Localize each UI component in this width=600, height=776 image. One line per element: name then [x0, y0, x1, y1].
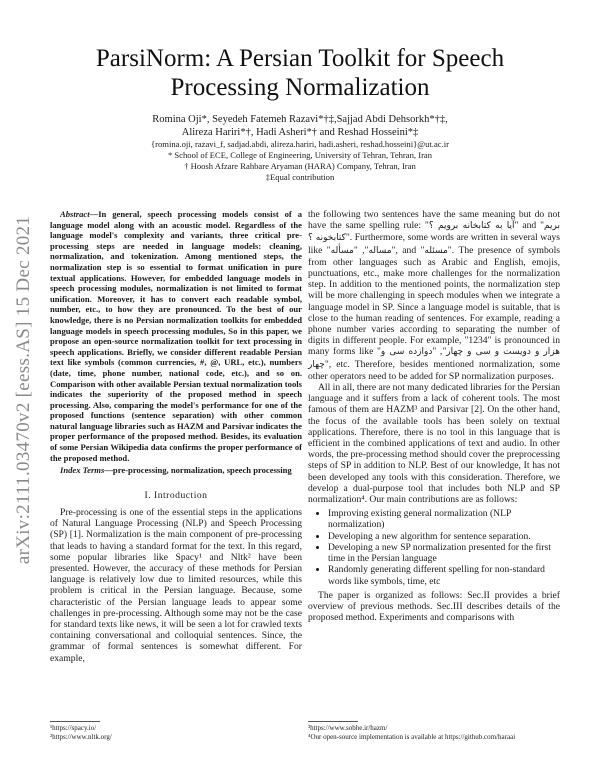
persian-number-reading-2: دوازده سی و چهار — [308, 347, 433, 370]
footnotes-right — [308, 724, 560, 742]
persian-example-formal: آیا به کتابخانه برویم ؟ — [428, 221, 515, 232]
equal-contribution-note: ‡Equal contribution — [265, 172, 335, 182]
abstract-text: —In general, speech processing models consist of a language model along with an acoustic model. Regardless of the language model's complexity and variants, three critical pre-processing steps are needed in language models: cleaning, normalization, and tokenization. Among mentioned steps, the normalization step is so essential to format unification in pure textual applications. However, for embedded language models in speech processing modules, normalization is not limited to format unification. Moreover, it has to convert each readable symbol, number, etc., to how they are pronounced. To the best of our knowledge, there is no Persian normalization toolkits for embedded language models in speech processing modules, So in this paper, we propose an open-source normalization toolkit for text processing in speech applications. Briefly, we consider different readable Persian text like symbols (common currencies, #, @, URL, etc.), numbers (date, time, phone number, national code, etc.), and so on. Comparison with other available Persian textual normalization tools indicates the superiority of the proposed method in speech processing. Also, comparing the model's performance for one of the proposed functions (sentence separation) with other common natural language libraries such as HAZM and Parsivar indicates the proper performance of the proposed method. Besides, its evaluation of some Persian Wikipedia data confirms the proper performance of the proposed method. — [50, 209, 302, 463]
intro-paragraph-1: Pre-processing is one of the essential steps in the applications of Natural Language Processing (NLP) and Speech Processing (SP) [1]. Normalization is the main component of pre-processing that leads to having a standard format for the text. In this regard, some popular libraries like Spacy¹ and Nltk² have been presented. However, the accuracy of these methods for Persian language is relatively low due to limited resources, while this problem is critical in the Persian language. Because, some characteristic of the Persian language leads to appear some challenges in pre-processing. Although some may not be the case for standard texts like news, it will be seen a lot for crawled texts containing conversational and colloquial sentences. Since, the grammar of formal sentences is somewhat different. For example, — [50, 507, 302, 664]
text-run: ". The presence of symbols from other languages such as Arabic and English, emojis, punctuations, etc., make more challenges for the normalization step. In addition to the mentioned points, the normalization step will be more challenging in speech modules when we integrate a language model in SP. Since a language model is suitable, that is close to the human reading of sentences. For example, reading a phone number varies according to separating the number of digits in different people. For example, "1234" is pronounced in many forms like " — [308, 244, 560, 358]
footnote-4: ⁴Our open-source implementation is available at https://github.com/haraai — [308, 733, 516, 741]
list-item: • Developing a new algorithm for sentence separation. — [328, 531, 560, 542]
text-run: ", " — [353, 244, 369, 256]
abstract — [50, 209, 302, 463]
author-block — [60, 113, 540, 183]
right-paragraph-3: The paper is organized as follows: Sec.II provides a brief overview of previous methods. Sec.III describes details of the proposed method. Experiments and comparisons with — [308, 589, 560, 624]
contributions-list — [308, 508, 560, 586]
author-emails: {romina.oji, razavi_f, sadjad.abdi, alireza.hariri, hadi.asheri, reshad.hosseini}@ut.ac.ir — [151, 139, 449, 149]
list-item: • Developing a new SP normalization presented for the first time in the Persian language — [328, 542, 560, 564]
persian-spelling-3: مسئله — [424, 245, 448, 256]
footnote-2: ²https://www.nltk.org/ — [50, 733, 112, 741]
left-column — [50, 209, 302, 664]
persian-example-colloquial: بریم کتابخونه ؟ — [308, 221, 560, 244]
text-run: the following two sentences have the same meaning but do not have the same spelling rule: " — [308, 209, 560, 232]
persian-spelling-1: مساله — [368, 245, 392, 256]
authors-line-1: Romina Oji*, Seyedeh Fatemeh Razavi*†‡,Sajjad Abdi Dehsorkh*†‡, — [152, 114, 448, 125]
right-paragraph-1 — [308, 209, 560, 382]
right-column — [308, 209, 560, 623]
index-terms-label: Index Terms — [60, 465, 105, 476]
footnote-rule-right — [308, 721, 358, 722]
text-run: " and " — [514, 220, 545, 232]
affiliation-1: * School of ECE, College of Engineering, University of Tehran, Tehran, Iran — [167, 150, 433, 160]
authors-line-2: Alireza Hariri*†, Hadi Asheri*† and Reshad Hosseini*‡ — [181, 127, 419, 138]
paper-title: ParsiNorm: A Persian Toolkit for Speech Processing Normalization — [95, 45, 505, 101]
affiliation-2: † Hoosh Afzare Rahbare Aryaman (HARA) Company, Tehran, Iran — [184, 161, 416, 171]
text-run: ", and " — [391, 244, 425, 256]
index-terms — [50, 465, 302, 476]
persian-number-reading-1: هزار و دویست و سی و چهار — [446, 347, 560, 358]
right-paragraph-2: All in all, there are not many dedicated libraries for the Persian language and it suffers from a lack of coherent tools. The most famous of them are HAZM³ and Parsivar [2]. On the other hand, the focus of the available tools has been solely on textual applications. Therefore, there is no tool in this language that is efficient in the combined applications of text and audio. In other words, the pre-processing method should cover the preprocessing steps of SP in addition to NLP. Best of our knowledge, It has not been developed any tools with this consideration. Therefore, we develop a dual-purpose tool that includes both NLP and SP normalization⁴. Our main contributions are as follows: — [308, 382, 560, 506]
text-run: ". Furthermore, some words are written in several ways like " — [308, 232, 560, 256]
text-run: ", " — [432, 346, 447, 358]
section-heading-introduction: I. Introduction — [144, 489, 208, 501]
text-run: ", etc. Therefore, besides mentioned normalization, some other operators need to be added for SP normalization purposes. — [308, 358, 560, 382]
index-terms-text: —pre-processing, normalization, speech processing — [104, 465, 292, 476]
persian-spelling-2: مسأله — [330, 245, 354, 256]
list-item: • Improving existing general normalization (NLP normalization) — [328, 508, 560, 530]
abstract-label: Abstract — [60, 209, 90, 219]
arxiv-sidebar-stamp — [6, 210, 42, 570]
footnotes-left — [50, 724, 300, 742]
footnote-1: ¹https://spacy.io/ — [50, 724, 97, 732]
footnote-3: ³https://www.sobhe.ir/hazm/ — [308, 724, 388, 732]
arxiv-id: arXiv:2111.03470v2 [eess.AS] 15 Dec 2021 — [13, 215, 34, 565]
list-item: • Randomly generating different spelling for non-standard words like symbols, time, etc — [328, 564, 560, 586]
